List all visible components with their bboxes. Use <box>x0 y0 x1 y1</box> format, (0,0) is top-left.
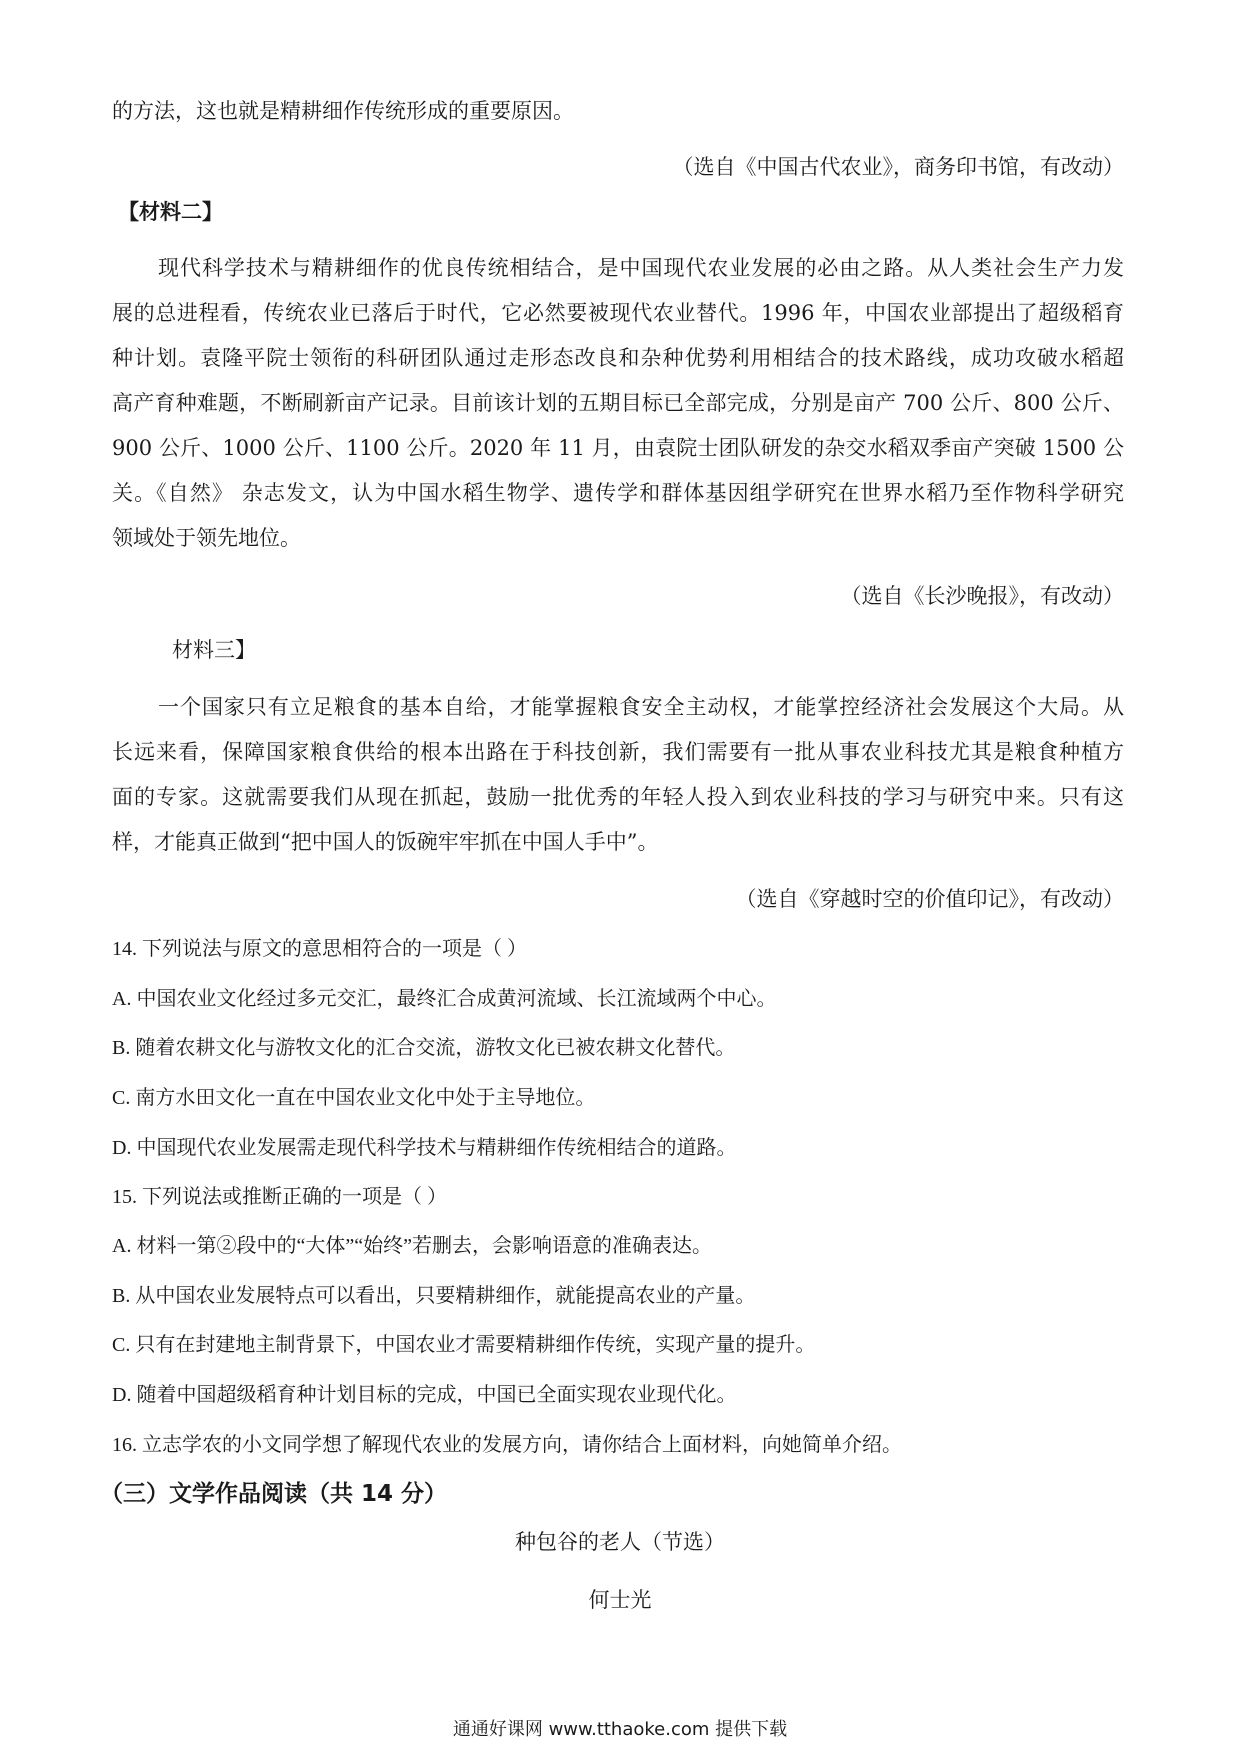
material-two-line: 关。《自然》 杂志发文，认为中国水稻生物学、遗传学和群体基因组学研究在世界水稻乃至作物科学研究 <box>112 481 1124 505</box>
question-15-option-b: B. 从中国农业发展特点可以看出，只要精耕细作，就能提高农业的产量。 <box>112 1285 756 1307</box>
material-two-heading: 【材料二】 <box>118 199 223 224</box>
question-14-option-c: C. 南方水田文化一直在中国农业文化中处于主导地位。 <box>112 1087 596 1109</box>
question-14-stem: 14. 下列说法与原文的意思相符合的一项是（ ） <box>112 938 527 960</box>
question-16-stem: 16. 立志学农的小文同学想了解现代农业的发展方向，请你结合上面材料，向她简单介绍。 <box>112 1434 902 1456</box>
material-two-line: 900 公斤、1000 公斤、1100 公斤。2020 年 11 月，由袁院士团队研发的杂交水稻双季亩产突破 1500 公 <box>112 436 1124 460</box>
material-three-line: 样，才能真正做到“把中国人的饭碗牢牢抓在中国人手中”。 <box>112 830 659 854</box>
question-15-option-d: D. 随着中国超级稻育种计划目标的完成，中国已全面实现农业现代化。 <box>112 1384 737 1406</box>
question-15-option-c: C. 只有在封建地主制背景下，中国农业才需要精耕细作传统，实现产量的提升。 <box>112 1334 816 1356</box>
material-three-line: 面的专家。这就需要我们从现在抓起，鼓励一批优秀的年轻人投入到农业科技的学习与研究中来。只有这 <box>112 785 1124 809</box>
material-two-line: 领域处于领先地位。 <box>112 526 301 550</box>
work-title: 种包谷的老人（节选） <box>515 1530 725 1554</box>
material-two-line: 展的总进程看，传统农业已落后于时代，它必然要被现代农业替代。1996 年，中国农业部提出了超级稻育 <box>112 301 1124 325</box>
material-two-line: 种计划。袁隆平院士领衔的科研团队通过走形态改良和杂种优势利用相结合的技术路线，成功攻破水稻超 <box>112 346 1124 370</box>
question-15-option-a: A. 材料一第②段中的“大体”“始终”若删去，会影响语意的准确表达。 <box>112 1235 712 1257</box>
material-one-tail-line: 的方法，这也就是精耕细作传统形成的重要原因。 <box>112 99 574 123</box>
footer-download-note: 通通好课网 www.tthaoke.com 提供下载 <box>452 1719 788 1740</box>
author-name: 何士光 <box>588 1588 652 1612</box>
material-two-line: 现代科学技术与精耕细作的优良传统相结合，是中国现代农业发展的必由之路。从人类社会生产力发 <box>158 256 1124 280</box>
material-two-source: （选自《长沙晚报》，有改动） <box>840 584 1124 608</box>
question-14-option-a: A. 中国农业文化经过多元交汇，最终汇合成黄河流域、长江流域两个中心。 <box>112 988 777 1010</box>
material-three-source: （选自《穿越时空的价值印记》，有改动） <box>735 887 1124 911</box>
material-three-line: 长远来看，保障国家粮食供给的根本出路在于科技创新，我们需要有一批从事农业科技尤其是粮食种植方 <box>112 740 1124 764</box>
material-one-source: （选自《中国古代农业》，商务印书馆，有改动） <box>672 155 1124 179</box>
question-15-stem: 15. 下列说法或推断正确的一项是（ ） <box>112 1186 447 1208</box>
section-title: （三）文学作品阅读（共 14 分） <box>100 1481 448 1507</box>
question-14-option-b: B. 随着农耕文化与游牧文化的汇合交流，游牧文化已被农耕文化替代。 <box>112 1037 736 1059</box>
material-three-heading: 材料三】 <box>172 638 256 662</box>
material-three-line: 一个国家只有立足粮食的基本自给，才能掌握粮食安全主动权，才能掌控经济社会发展这个大局。从 <box>158 695 1124 719</box>
material-two-line: 高产育种难题，不断刷新亩产记录。目前该计划的五期目标已全部完成，分别是亩产 700 公斤、800 公斤、 <box>112 391 1124 415</box>
question-14-option-d: D. 中国现代农业发展需走现代科学技术与精耕细作传统相结合的道路。 <box>112 1137 737 1159</box>
